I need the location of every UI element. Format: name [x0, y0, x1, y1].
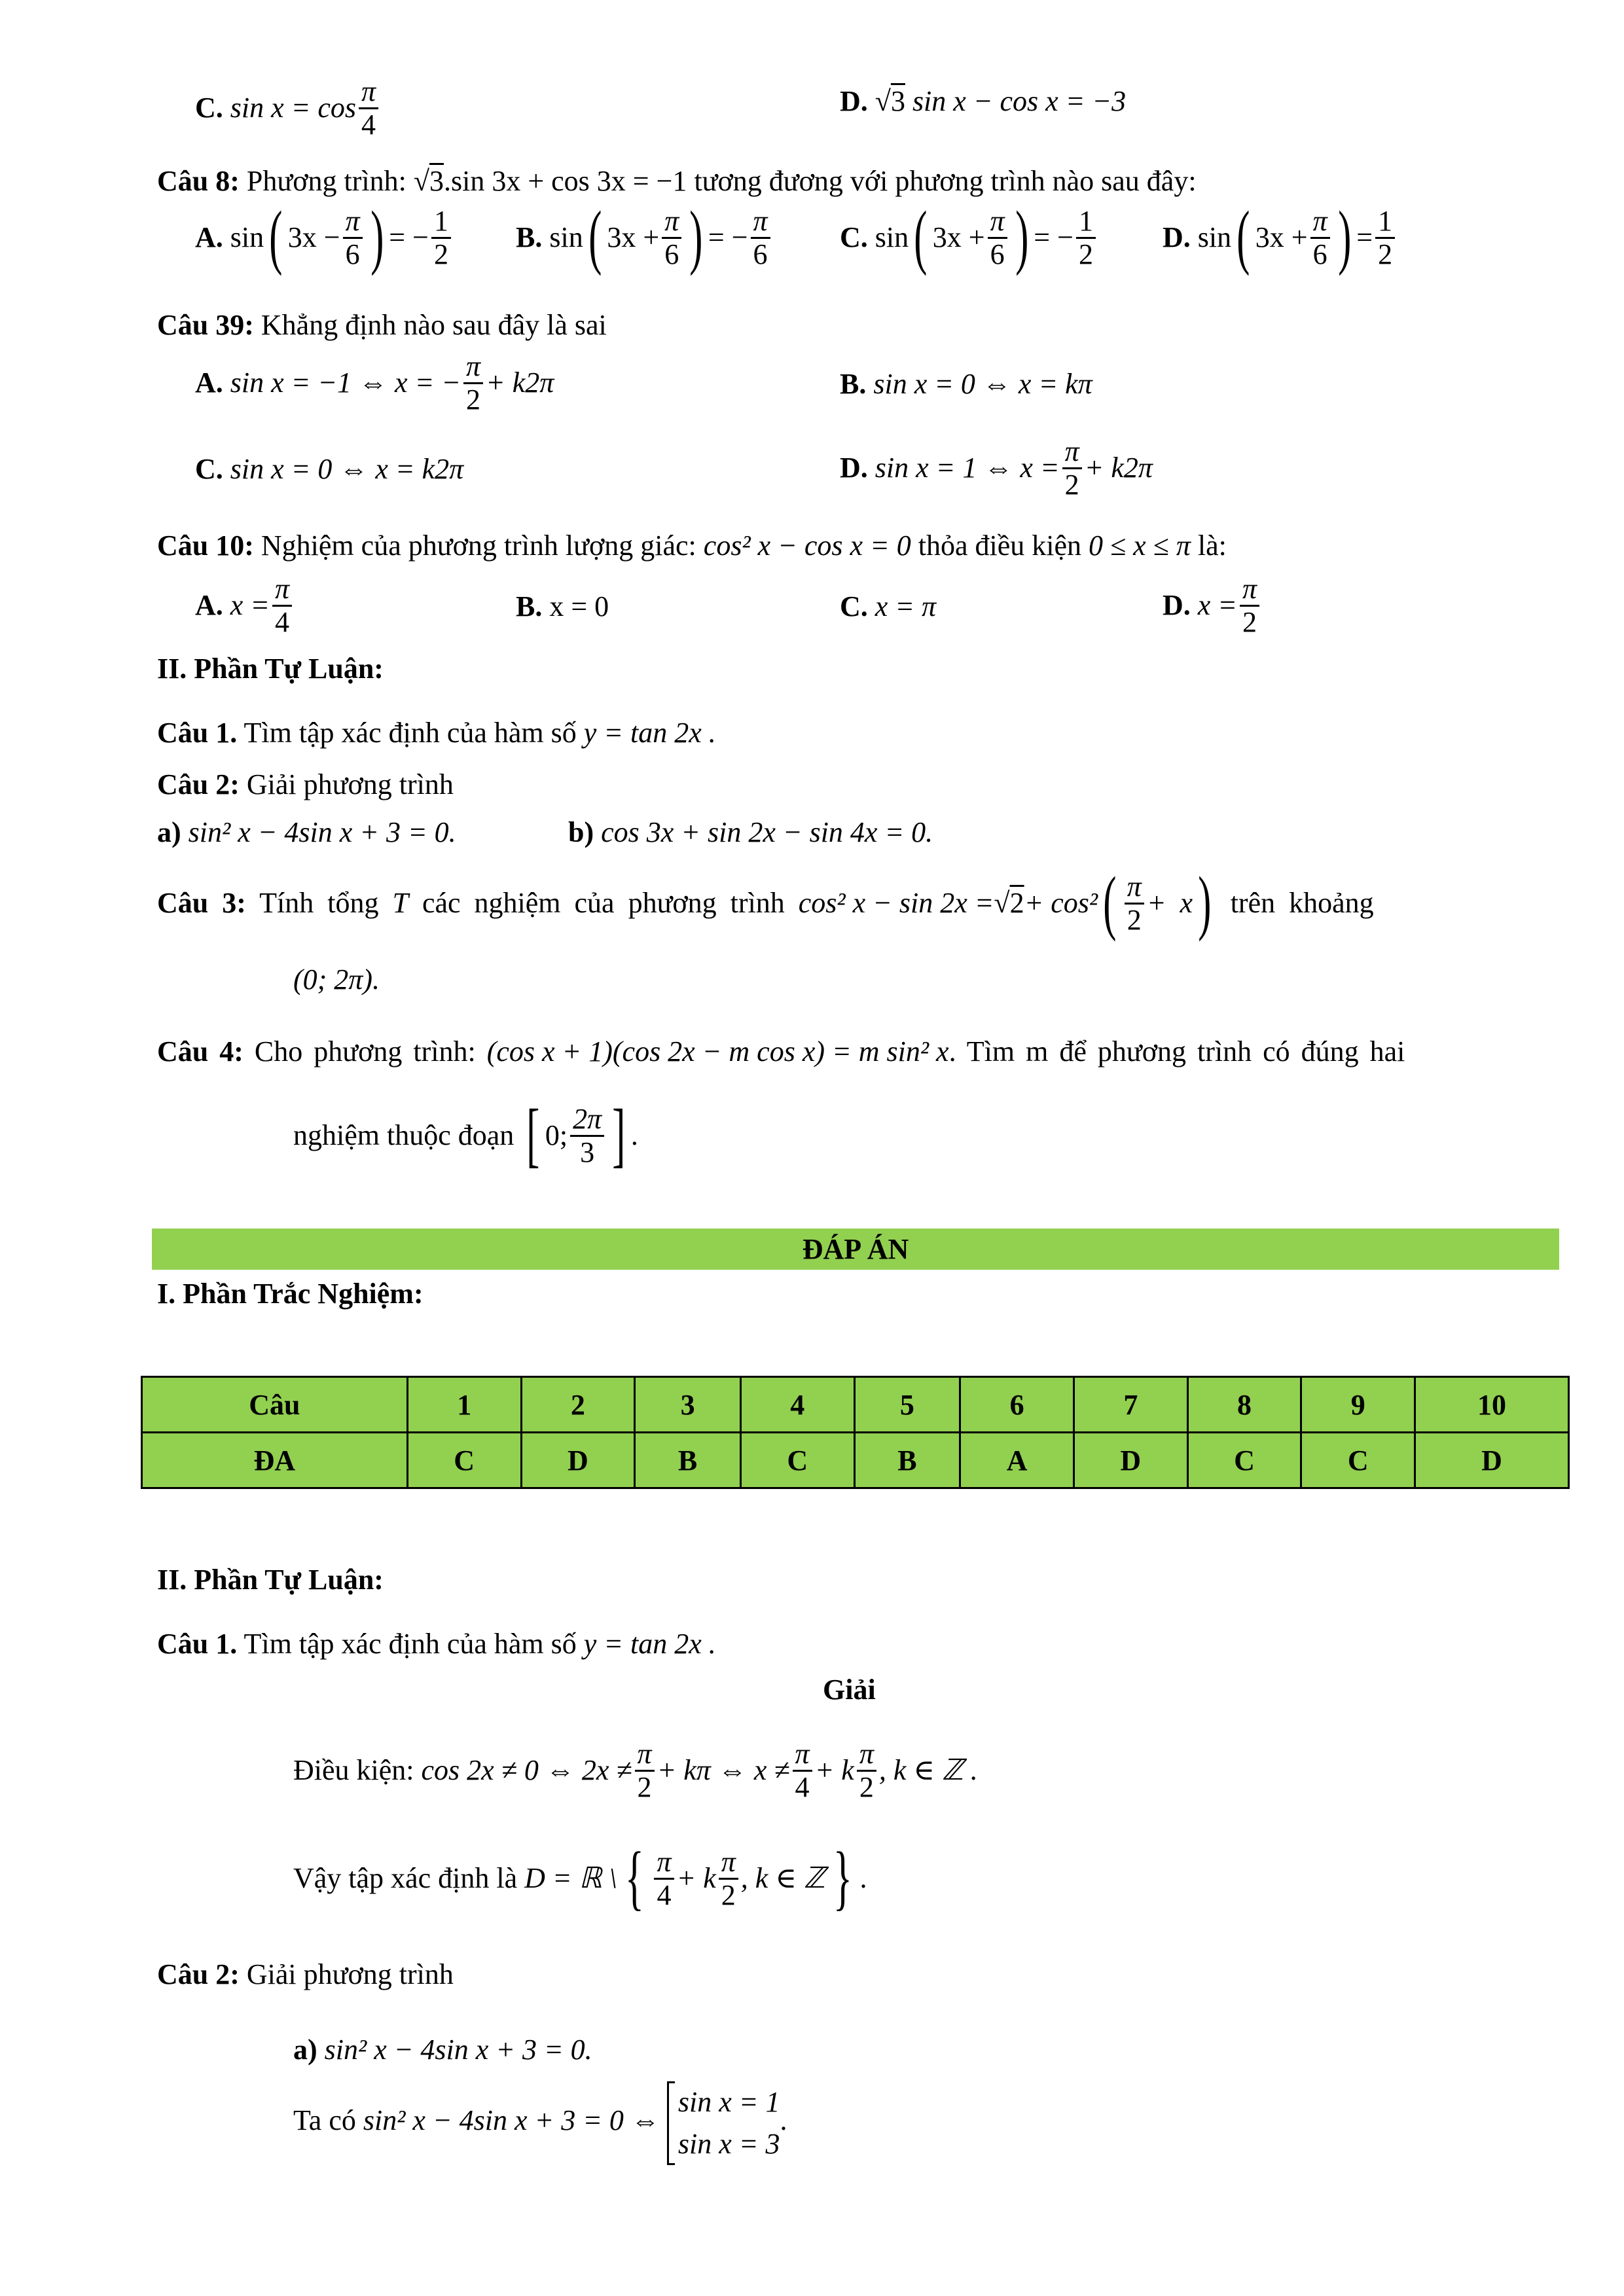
q7-option-c	[195, 75, 381, 143]
answer-table	[141, 1376, 1570, 1489]
option-sign: = −	[708, 221, 748, 254]
option-arg: 3x +	[1255, 221, 1308, 254]
solutions-q2	[157, 1960, 454, 1989]
q10-question	[157, 531, 1227, 560]
solutions-q2a	[293, 2036, 592, 2064]
table-cell: D	[1074, 1433, 1187, 1488]
q39-option-b	[840, 370, 1092, 399]
question-label: Câu 39:	[157, 309, 254, 341]
q10-option-c	[840, 592, 936, 621]
fraction: $\frac{\pi}{2}$	[1125, 871, 1144, 935]
solution-condition	[293, 1738, 978, 1805]
question-label: Câu 10:	[157, 529, 254, 562]
fraction: $\frac{\pi}{2}$	[1240, 573, 1259, 637]
option-expr: x =	[1197, 589, 1238, 622]
q10-option-b	[516, 592, 609, 621]
part2-q2a	[157, 818, 456, 847]
option-expr: sin x = 0 ⇔ x = kπ	[873, 368, 1092, 400]
q8-option-c: C. sin( 3x + $\frac{\pi}{6}$ ) = − $\frac{1}{2}$	[840, 208, 1098, 272]
table-cell: 8	[1187, 1377, 1301, 1433]
option-label: D.	[1163, 589, 1191, 622]
part2-q4-line2: nghiệm thuộc đoạn [ 0; $\frac{2\pi}{3}$ ] .	[293, 1094, 638, 1175]
question-tail: + x	[1146, 887, 1193, 920]
fraction: $\frac{\pi}{6}$	[343, 206, 363, 270]
table-cell: A	[960, 1433, 1074, 1488]
fraction: $\frac{\pi}{4}$	[359, 76, 378, 140]
question-equation: (cos x + 1)(cos 2x − m cos x) = m sin² x	[486, 1035, 949, 1067]
q39-option-d	[840, 435, 1153, 503]
sqrt-symbol: √	[994, 887, 1010, 920]
q39-option-c	[195, 455, 463, 484]
option-label: A.	[195, 589, 223, 622]
q39-question	[157, 311, 607, 340]
solutions-q1	[157, 1630, 716, 1659]
sub-label: a)	[293, 2034, 317, 2066]
option-tail: + k2π	[486, 367, 554, 399]
fraction: $\frac{2\pi}{3}$	[570, 1103, 604, 1168]
question-label: Câu 2:	[157, 768, 240, 800]
option-label: D.	[840, 452, 868, 484]
table-header-cell: Câu	[142, 1377, 408, 1433]
interval-lower: 0;	[545, 1119, 568, 1152]
part2-q2b	[568, 818, 933, 847]
option-expr: sin x = cos	[230, 92, 357, 124]
question-equation: .sin 3x + cos 3x = −1	[443, 165, 687, 197]
domain-text: Vậy tập xác định là	[293, 1862, 518, 1895]
end-period: .	[859, 1862, 867, 1895]
sqrt-value: 2	[1009, 887, 1024, 920]
option-func: sin	[549, 221, 583, 254]
answers-heading: I. Phần Trắc Nghiệm:	[157, 1278, 424, 1310]
work-text: Ta có	[293, 2104, 356, 2136]
option-func: sin	[1197, 221, 1232, 254]
table-cell: C	[740, 1433, 854, 1488]
option-label: C.	[840, 221, 868, 254]
question-text: Giải phương trình	[246, 768, 454, 800]
q8-question	[157, 167, 1197, 196]
fraction: $\frac{\pi}{2}$	[1062, 436, 1082, 500]
end-period: .	[630, 1119, 638, 1152]
table-cell: D	[1415, 1433, 1569, 1488]
sub-expr: sin² x − 4sin x + 3 = 0.	[324, 2034, 592, 2066]
option-arg: 3x −	[287, 221, 340, 254]
fraction: $\frac{1}{2}$	[1375, 206, 1395, 270]
table-cell: 10	[1415, 1377, 1569, 1433]
question-label: Câu 2:	[157, 1958, 240, 1990]
question-expr: y = tan 2x .	[583, 1628, 716, 1660]
question-text-b: thỏa điều kiện	[918, 529, 1081, 562]
table-cell: B	[854, 1433, 960, 1488]
part2-q2	[157, 770, 454, 799]
question-expr: y = tan 2x .	[583, 717, 716, 749]
question-text: Nghiệm của phương trình lượng giác:	[261, 529, 696, 562]
fraction: $\frac{\pi}{4}$	[272, 573, 292, 637]
option-func: sin	[230, 221, 264, 254]
solution-domain: Vậy tập xác định là D = ℝ \ { $\frac{\pi}{4}$ + k $\frac{\pi}{2}$ , k ∈ ℤ } .	[293, 1837, 867, 1918]
table-cell: 1	[407, 1377, 521, 1433]
option-tail: + k2π	[1084, 452, 1153, 484]
option-label: A.	[195, 221, 223, 254]
table-cell: 6	[960, 1377, 1074, 1433]
fraction: $\frac{1}{2}$	[431, 206, 451, 270]
option-expr: sin x − cos x = −3	[912, 85, 1127, 117]
table-cell: 2	[521, 1377, 635, 1433]
question-label: Câu 8:	[157, 165, 240, 197]
question-condition: 0 ≤ x ≤ π	[1089, 529, 1191, 562]
solutions-q2a-work	[293, 2081, 787, 2165]
sqrt-value: 3	[429, 165, 444, 197]
sub-expr: sin² x − 4sin x + 3 = 0.	[188, 816, 456, 848]
question-text-b: tương đương với phương trình nào sau đây:	[694, 165, 1197, 197]
case-2: sin x = 3	[677, 2127, 780, 2160]
question-text: Tìm tập xác định của hàm số	[244, 717, 577, 749]
condition-expr-c: + k	[814, 1754, 854, 1787]
option-label: B.	[516, 590, 543, 622]
q10-option-a	[195, 573, 295, 640]
sqrt-value: 3	[890, 85, 905, 117]
case-system	[667, 2081, 780, 2165]
q7-option-d	[840, 87, 1126, 116]
question-text: Tính tổng	[259, 887, 379, 920]
table-cell: B	[635, 1433, 741, 1488]
table-cell: D	[521, 1433, 635, 1488]
question-text-b: . Tìm m để phương trình có đúng hai	[948, 1035, 1405, 1067]
option-arg: 3x +	[607, 221, 660, 254]
question-equation: cos² x − cos x = 0	[703, 529, 911, 562]
option-label: C.	[840, 590, 868, 622]
option-sign: = −	[389, 221, 429, 254]
part2-q4	[157, 1037, 1405, 1066]
solutions-heading: II. Phần Tự Luận:	[157, 1564, 384, 1596]
question-label: Câu 3:	[157, 887, 246, 920]
option-label: D.	[1163, 221, 1191, 254]
option-arg: 3x +	[932, 221, 985, 254]
question-equation: cos² x − sin 2x =	[798, 887, 994, 920]
option-sign: = −	[1034, 221, 1074, 254]
condition-text: Điều kiện:	[293, 1754, 414, 1787]
q8-option-a: A. sin( 3x − $\frac{\pi}{6}$ ) = − $\frac{1}{2}$	[195, 208, 454, 272]
question-text: Tìm tập xác định của hàm số	[244, 1628, 577, 1660]
fraction: $\frac{\pi}{2}$	[635, 1738, 655, 1803]
table-cell: 7	[1074, 1377, 1187, 1433]
option-expr: sin x = 1 ⇔ x =	[875, 452, 1060, 484]
table-cell: 9	[1301, 1377, 1415, 1433]
sub-expr: cos 3x + sin 2x − sin 4x = 0.	[601, 816, 933, 848]
question-text-c: trên khoảng	[1230, 887, 1374, 920]
condition-expr-d: , k ∈ ℤ .	[878, 1754, 978, 1787]
q8-option-d: D. sin( 3x + $\frac{\pi}{6}$ ) = $\frac{1}{2}$	[1163, 208, 1398, 272]
table-cell: 4	[740, 1377, 854, 1433]
condition-expr-b: + kπ ⇔ x ≠	[657, 1754, 790, 1787]
q10-option-d	[1163, 573, 1262, 640]
table-cell: C	[1187, 1433, 1301, 1488]
option-expr: x =	[230, 589, 270, 622]
fraction: $\frac{1}{2}$	[1076, 206, 1096, 270]
option-expr: sin x = 0 ⇔ x = k2π	[230, 453, 464, 485]
table-header-cell: ĐA	[142, 1433, 408, 1488]
option-label: C.	[195, 92, 223, 124]
question-text-b: các nghiệm của phương trình	[422, 887, 785, 920]
domain-expr-b: + k	[676, 1862, 716, 1895]
question-text-c: nghiệm thuộc đoạn	[293, 1119, 514, 1152]
question-label: Câu 1.	[157, 717, 238, 749]
part2-heading: II. Phần Tự Luận:	[157, 653, 384, 685]
option-sign: =	[1356, 221, 1373, 254]
domain-expr-c: , k ∈ ℤ	[740, 1862, 825, 1895]
table-cell: C	[407, 1433, 521, 1488]
fraction: $\frac{\pi}{6}$	[1310, 206, 1330, 270]
option-label: A.	[195, 367, 223, 399]
question-label: Câu 4:	[157, 1035, 244, 1067]
table-cell: 3	[635, 1377, 741, 1433]
question-text: Cho phương trình:	[254, 1035, 476, 1067]
fraction: $\frac{\pi}{2}$	[857, 1738, 876, 1803]
part2-q1	[157, 719, 716, 747]
option-label: B.	[840, 368, 867, 400]
fraction: $\frac{\pi}{4}$	[654, 1846, 674, 1910]
condition-expr: cos 2x ≠ 0 ⇔ 2x ≠	[421, 1754, 632, 1787]
question-text-c: là:	[1197, 529, 1227, 562]
work-expr: sin² x − 4sin x + 3 = 0 ⇔	[363, 2104, 660, 2136]
option-expr: x = 0	[549, 590, 609, 622]
fraction: $\frac{\pi}{2}$	[719, 1846, 738, 1910]
option-expr: x = π	[875, 590, 937, 622]
question-text: Khẳng định nào sau đây là sai	[261, 309, 607, 341]
table-row	[142, 1433, 1569, 1488]
q39-option-a	[195, 350, 554, 418]
question-label: Câu 1.	[157, 1628, 238, 1660]
part2-q3: Câu 3: Tính tổng T các nghiệm của phương trình cos² x − sin 2x =√2+ cos²( $\frac{\pi}{2}$ + x) trên khoảng	[157, 862, 1374, 942]
sqrt-symbol: √	[875, 85, 891, 117]
answer-banner: ĐÁP ÁN	[152, 1229, 1559, 1270]
sub-label: b)	[568, 816, 594, 848]
fraction: $\frac{\pi}{6}$	[988, 206, 1007, 270]
option-label: B.	[516, 221, 543, 254]
q8-option-b: B. sin( 3x + $\frac{\pi}{6}$ ) = − $\frac{\pi}{6}$	[516, 208, 773, 272]
table-cell: 5	[854, 1377, 960, 1433]
table-cell: C	[1301, 1433, 1415, 1488]
fraction: $\frac{\pi}{2}$	[463, 351, 483, 415]
end-period: .	[780, 2104, 787, 2136]
option-label: D.	[840, 85, 868, 117]
part2-q3-interval: (0; 2π).	[293, 963, 380, 996]
question-text: Giải phương trình	[246, 1958, 454, 1990]
fraction: $\frac{\pi}{4}$	[793, 1738, 812, 1803]
table-row	[142, 1377, 1569, 1433]
option-expr: sin x = −1 ⇔ x = −	[230, 367, 461, 399]
domain-expr: D = ℝ \	[524, 1862, 617, 1895]
case-1: sin x = 1	[677, 2086, 780, 2118]
fraction: $\frac{\pi}{6}$	[662, 206, 681, 270]
sub-label: a)	[157, 816, 181, 848]
question-var: T	[392, 887, 408, 920]
option-label: C.	[195, 453, 223, 485]
question-equation-b: + cos²	[1024, 887, 1098, 920]
fraction: $\frac{\pi}{6}$	[751, 206, 770, 270]
sqrt-symbol: √	[413, 165, 429, 197]
option-func: sin	[875, 221, 909, 254]
solution-title: Giải	[823, 1674, 876, 1706]
question-text: Phương trình:	[246, 165, 406, 197]
